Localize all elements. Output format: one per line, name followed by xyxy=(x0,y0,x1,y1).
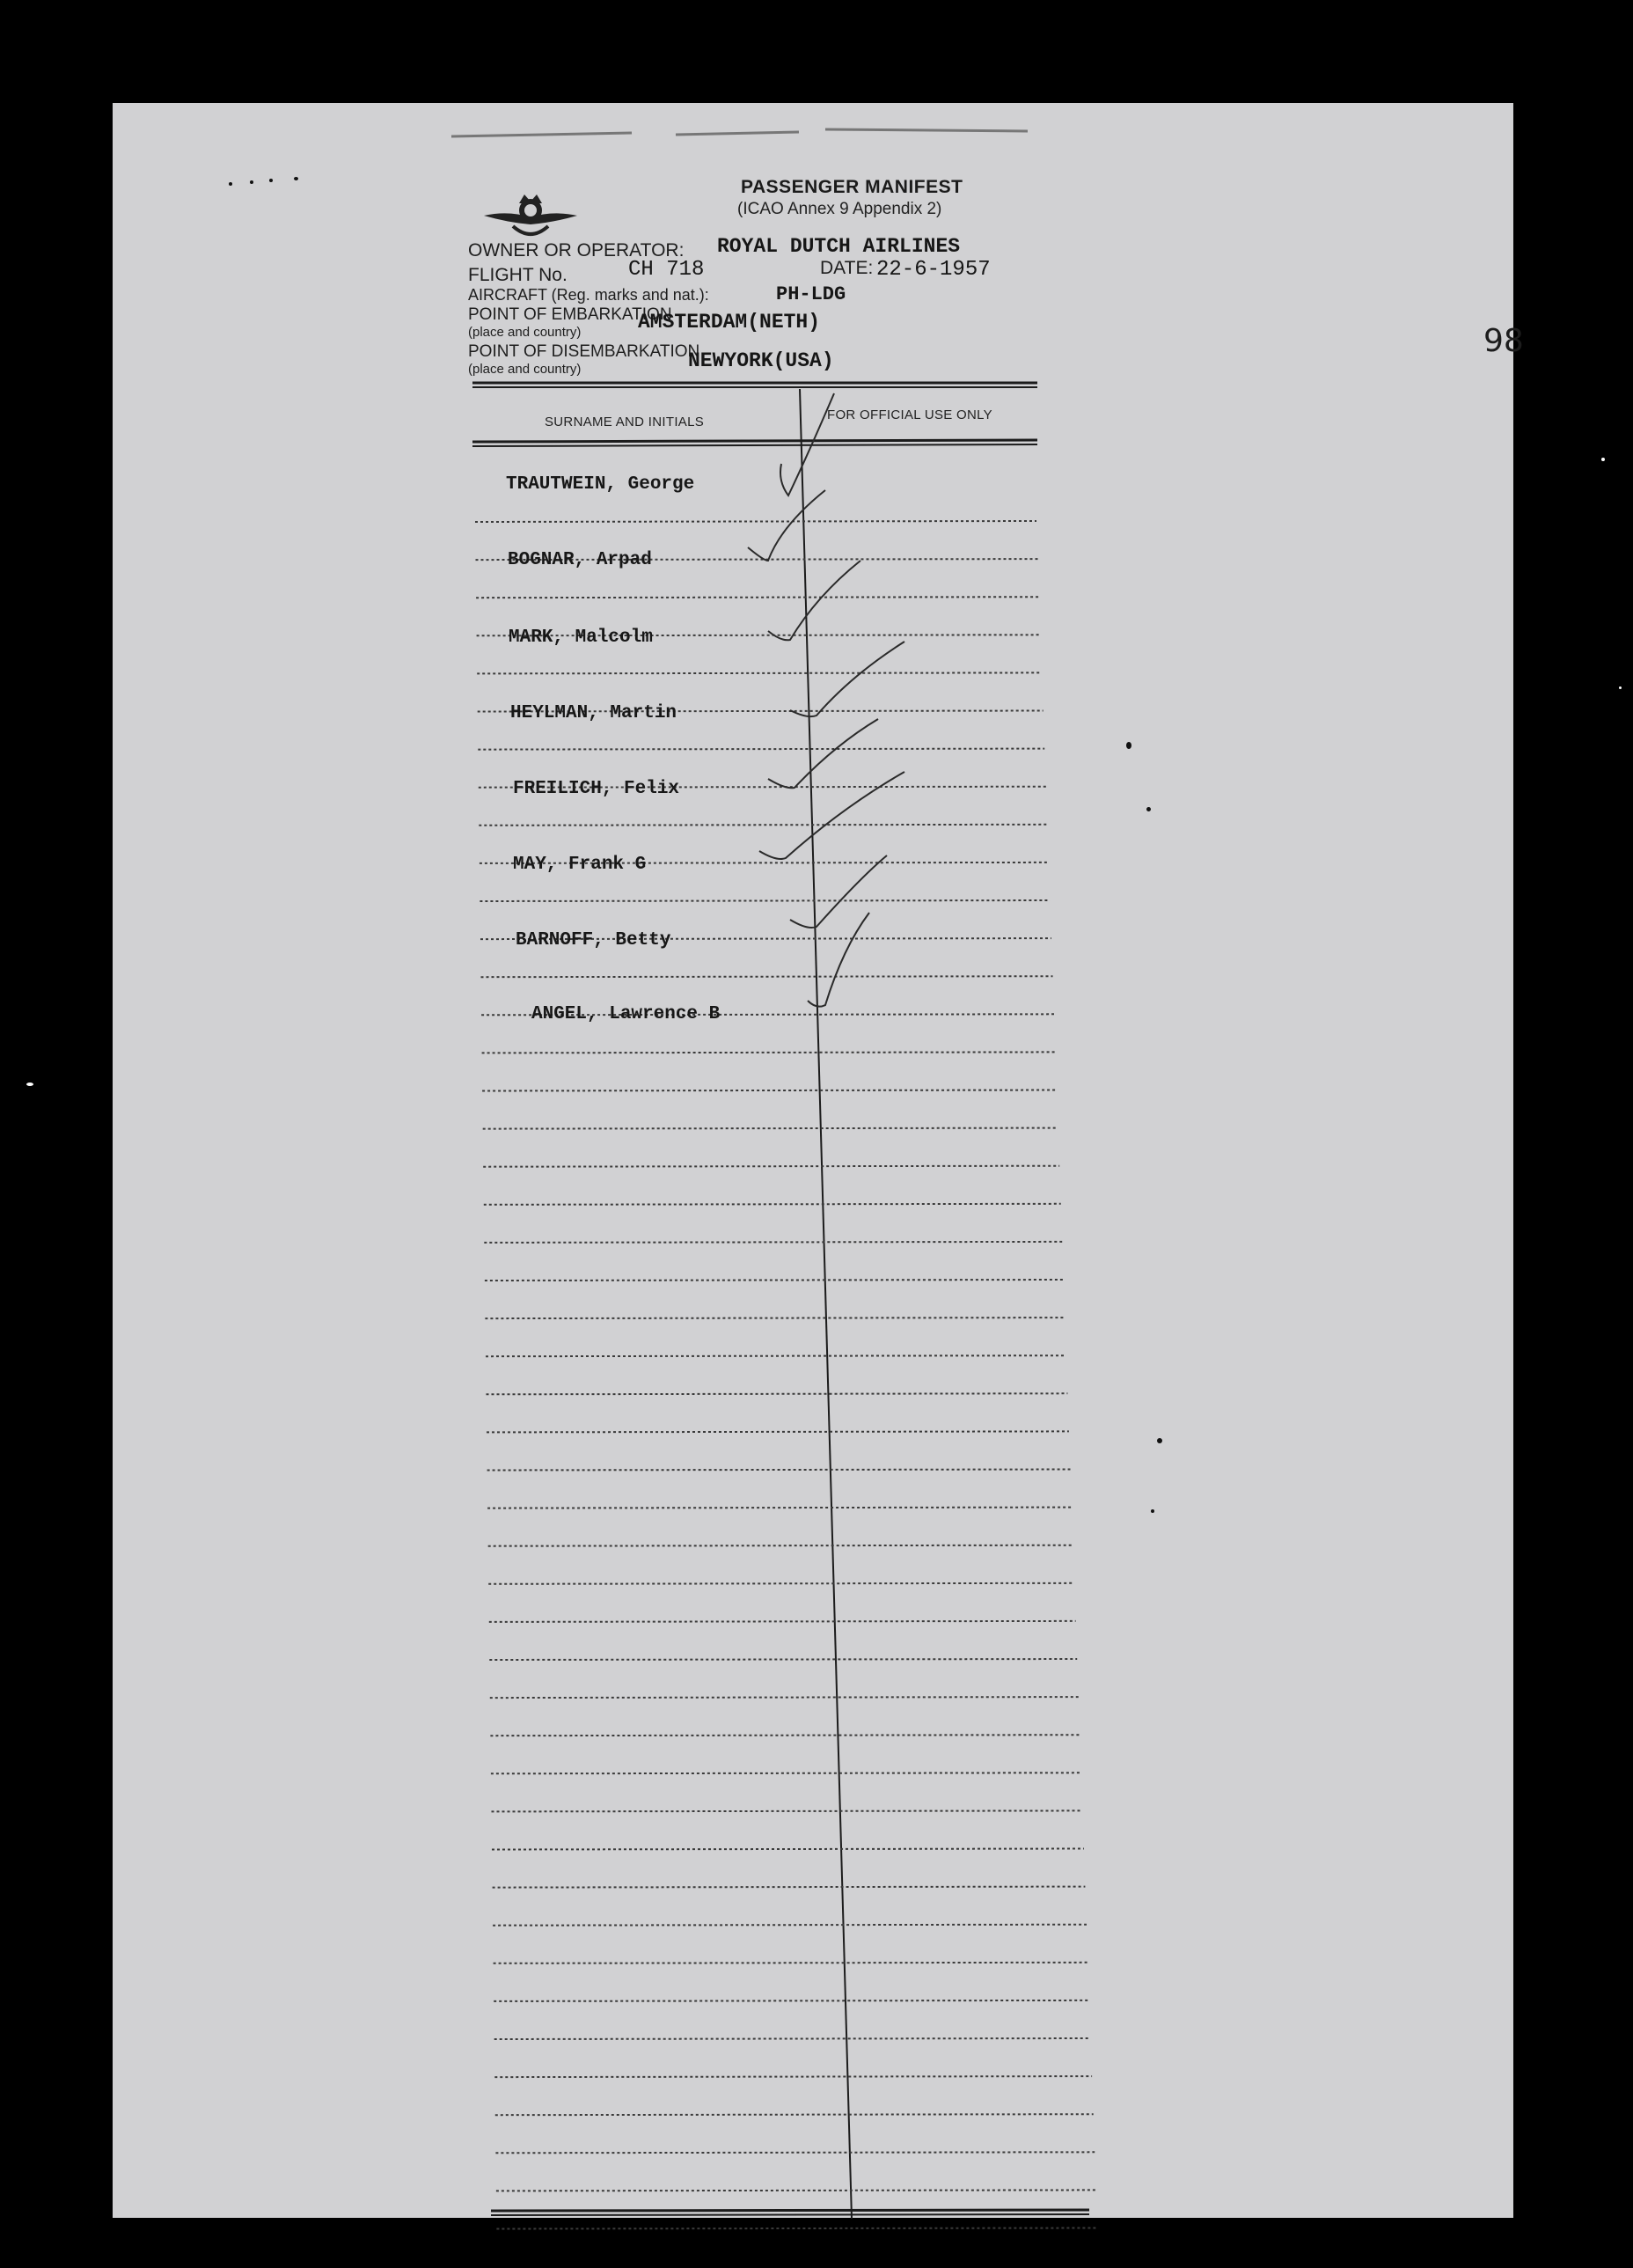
date-value: 22-6-1957 xyxy=(876,258,991,282)
row-rule xyxy=(495,2152,1095,2153)
row-rule xyxy=(492,1810,1083,1811)
row-rule xyxy=(493,1887,1086,1888)
row-rule xyxy=(485,1317,1065,1318)
paper-speck xyxy=(1157,1438,1162,1443)
row-rule xyxy=(487,1470,1071,1471)
aircraft-value: PH-LDG xyxy=(776,283,846,305)
row-rule xyxy=(485,1280,1064,1281)
aircraft-label: AIRCRAFT (Reg. marks and nat.): xyxy=(468,286,709,304)
scan-speck xyxy=(26,1083,33,1086)
row-rule xyxy=(487,1393,1068,1394)
row-rule xyxy=(486,1355,1066,1356)
scan-speck xyxy=(1601,458,1605,461)
row-rule xyxy=(493,1925,1087,1926)
row-rule xyxy=(492,1849,1084,1850)
row-rule xyxy=(496,2190,1096,2191)
paper-speck xyxy=(1146,807,1151,811)
row-rule xyxy=(477,672,1042,673)
passenger-name: TRAUTWEIN, George xyxy=(506,474,695,495)
row-rule xyxy=(494,2000,1089,2001)
paper-speck xyxy=(250,180,253,184)
row-rule xyxy=(484,1204,1061,1205)
row-rule xyxy=(482,1052,1056,1053)
row-rule xyxy=(484,1242,1062,1243)
paper-speck xyxy=(1126,742,1131,749)
embarkation-value: AMSTERDAM(NETH) xyxy=(638,311,821,334)
row-rule xyxy=(490,1735,1080,1736)
disembarkation-label: POINT OF DISEMBARKATION xyxy=(468,342,700,361)
passenger-name: MARK, Malcolm xyxy=(509,628,653,648)
row-rule xyxy=(495,2114,1094,2115)
embarkation-place-hint: (place and country) xyxy=(468,325,582,340)
flight-label: FLIGHT No. xyxy=(468,265,568,285)
paper-speck xyxy=(294,177,298,180)
column-header-name: SURNAME AND INITIALS xyxy=(545,415,705,429)
passenger-name: BOGNAR, Arpad xyxy=(508,550,652,570)
passenger-name: HEYLMAN, Martin xyxy=(510,703,677,723)
row-rule xyxy=(490,1697,1079,1698)
passenger-name: ANGEL, Lawrence B xyxy=(531,1004,721,1024)
disembarkation-value: NEWYORK(USA) xyxy=(688,349,834,372)
row-rule xyxy=(482,1090,1057,1091)
row-rule xyxy=(487,1431,1069,1432)
date-label: DATE: xyxy=(820,258,874,278)
disembarkation-place-hint: (place and country) xyxy=(468,362,582,377)
row-rule xyxy=(480,900,1050,901)
row-rule xyxy=(483,1128,1058,1129)
manifest-sheet xyxy=(113,103,1524,2218)
row-rule xyxy=(475,521,1036,522)
table-rules xyxy=(113,103,1513,2218)
row-rule xyxy=(488,1583,1074,1584)
row-rule xyxy=(496,2228,1097,2229)
column-header-official: FOR OFFICIAL USE ONLY xyxy=(827,407,992,422)
flight-value: CH 718 xyxy=(628,258,705,282)
row-rule xyxy=(494,2076,1092,2077)
row-rule xyxy=(481,976,1053,977)
row-rule xyxy=(488,1545,1073,1546)
row-rule xyxy=(483,1166,1059,1167)
paper-speck xyxy=(269,179,273,182)
row-rule xyxy=(479,825,1047,826)
scan-speck xyxy=(1619,686,1622,689)
owner-value: ROYAL DUTCH AIRLINES xyxy=(717,235,961,258)
passenger-name: BARNOFF, Betty xyxy=(516,930,671,951)
page-number: 98 xyxy=(1483,323,1524,359)
row-rule xyxy=(494,2038,1091,2039)
row-rule xyxy=(489,1659,1077,1660)
row-rule xyxy=(478,749,1044,750)
paper-speck xyxy=(1151,1509,1154,1513)
paper-speck xyxy=(229,182,232,186)
passenger-name: MAY, Frank G xyxy=(513,855,647,875)
passenger-name: FREILICH, Felix xyxy=(513,779,680,799)
embarkation-label: POINT OF EMBARKATION xyxy=(468,305,672,324)
owner-label: OWNER OR OPERATOR: xyxy=(468,240,685,261)
form-subtitle: (ICAO Annex 9 Appendix 2) xyxy=(737,200,942,218)
row-rule xyxy=(476,597,1039,598)
row-rule xyxy=(489,1621,1076,1622)
form-title: PASSENGER MANIFEST xyxy=(741,177,963,197)
